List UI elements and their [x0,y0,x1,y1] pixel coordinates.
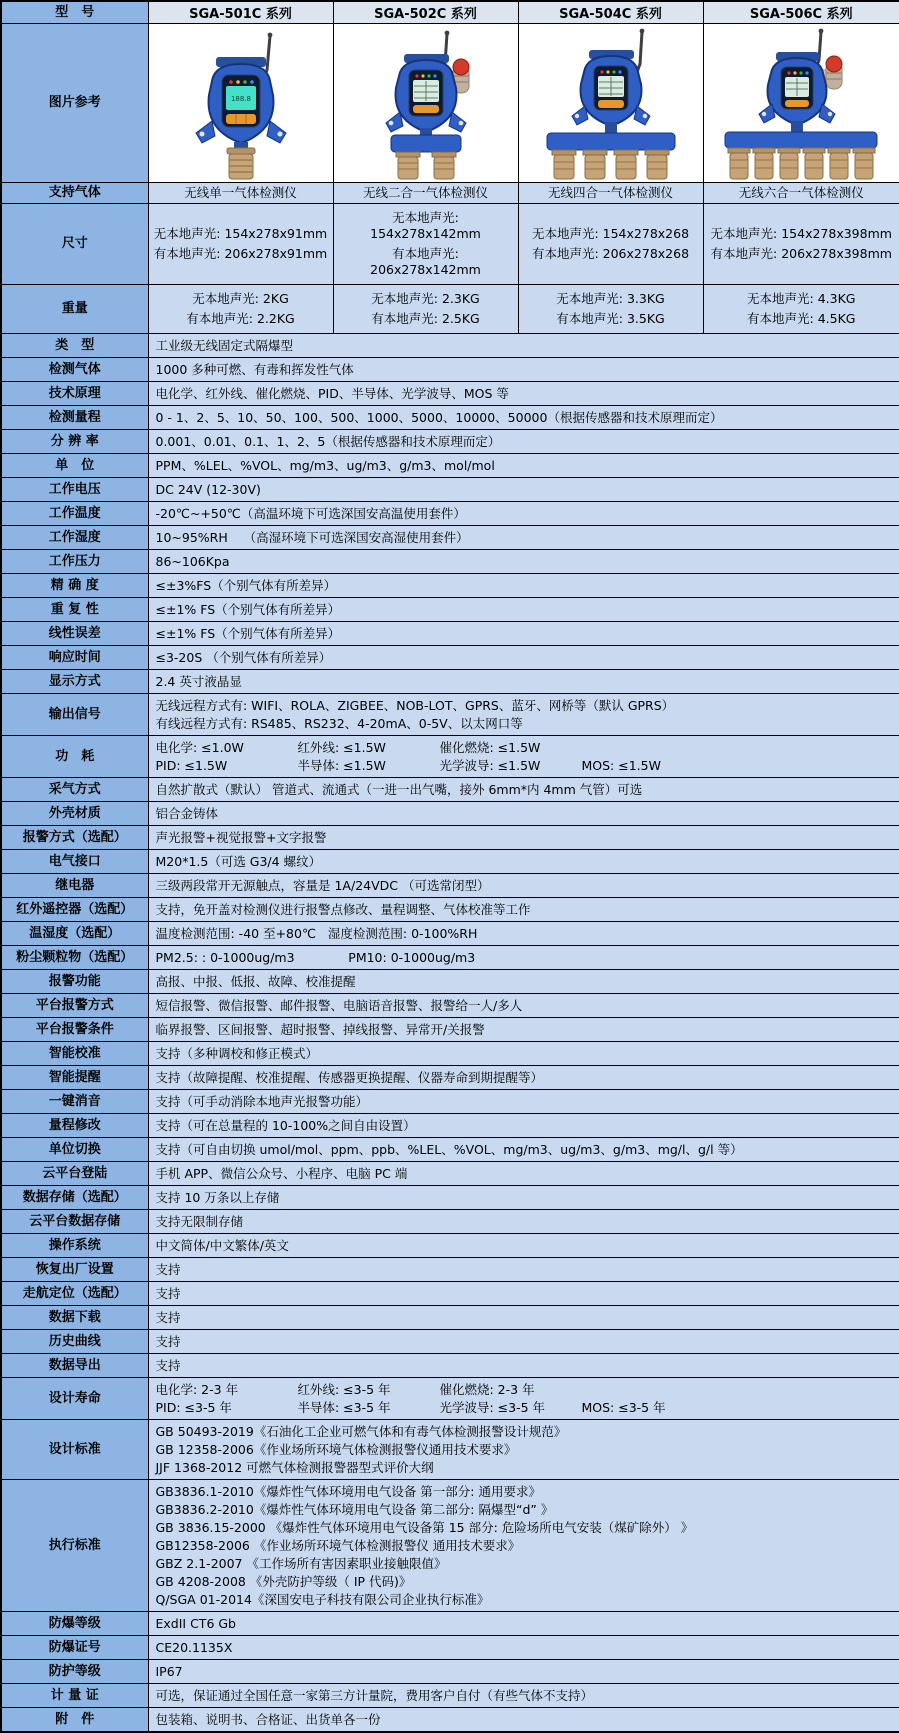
spec-row [1,1258,899,1282]
spec-row-label: 线性误差 [1,622,148,646]
model-header-cell: SGA-501C 系列 [148,1,333,24]
spec-row [1,1306,899,1330]
spec-row-value: 1000 多种可燃、有毒和挥发性气体 [148,358,899,382]
spec-row-label: 单 位 [1,454,148,478]
spec-row [1,382,899,406]
spec-row-value: 2.4 英寸液晶显 [148,670,899,694]
weight-cell: 无本地声光: 4.3KG 有本地声光: 4.5KG [703,285,899,334]
spec-row-label: 响应时间 [1,646,148,670]
image-cell-sga-501c [148,24,333,183]
spec-row-label: 平台报警方式 [1,994,148,1018]
spec-row-label: 红外遥控器（选配） [1,898,148,922]
spec-row-value: 10~95%RH （高湿环境下可选深国安高湿使用套件） [148,526,899,550]
dual-sensor-detector-image [334,24,519,182]
spec-row-value: 支持 [148,1258,899,1282]
manifold [547,133,675,150]
spec-row-value: M20*1.5（可选 G3/4 螺纹） [148,850,899,874]
spec-row [1,1420,899,1480]
spec-row [1,694,899,736]
manifold [725,132,877,148]
spec-row [1,1708,899,1733]
spec-row-label: 粉尘颗粒物（选配） [1,946,148,970]
spec-row [1,454,899,478]
spec-row-label: 报警方式（选配） [1,826,148,850]
size-cell: 无本地声光: 154x278x91mm 有本地声光: 206x278x91mm [148,204,333,285]
spec-row [1,1330,899,1354]
spec-row-value: 0.001、0.01、0.1、1、2、5（根据传感器和技术原理而定） [148,430,899,454]
spec-row-value: 手机 APP、微信公众号、小程序、电脑 PC 端 [148,1162,899,1186]
spec-row-value: 无线远程方式有: WIFI、ROLA、ZIGBEE、NOB-LOT、GPRS、蓝牙、网桥等（默认 GPRS） 有线远程方式有: RS485、RS232、4-20mA、0-5V、以太网口等 [148,694,899,736]
spec-row-label: 检测量程 [1,406,148,430]
spec-row-label: 显示方式 [1,670,148,694]
spec-row-value: 0 - 1、2、5、10、50、100、500、1000、5000、10000、50000（根据传感器和技术原理而定） [148,406,899,430]
spec-row [1,502,899,526]
spec-row-label: 设计标准 [1,1420,148,1480]
spec-row [1,622,899,646]
spec-row-value: 支持 [148,1306,899,1330]
image-row [1,24,899,183]
spec-row-value: 铝合金铸体 [148,802,899,826]
spec-row [1,1114,899,1138]
spec-row-label: 继电器 [1,874,148,898]
sensor-heads [396,152,456,179]
spec-row-value: 可选，保证通过全国任意一家第三方计量院，费用客户自付（有些气体不支持） [148,1684,899,1708]
spec-row [1,1138,899,1162]
spec-row-label: 输出信号 [1,694,148,736]
spec-row-label: 数据存储（选配） [1,1186,148,1210]
spec-row-value: 支持 [148,1330,899,1354]
spec-row-label: 智能提醒 [1,1066,148,1090]
spec-row-value: PPM、%LEL、%VOL、mg/m3、ug/m3、g/m3、mol/mol [148,454,899,478]
svg-text:188.8: 188.8 [230,95,251,103]
spec-row-value: 短信报警、微信报警、邮件报警、电脑语音报警、报警给一人/多人 [148,994,899,1018]
row-label-weight: 重量 [1,285,148,334]
image-cell-sga-502c [333,24,518,183]
size-cell: 无本地声光: 154x278x268 有本地声光: 206x278x268 [518,204,703,285]
spec-row-label: 工作电压 [1,478,148,502]
weight-cell: 无本地声光: 2.3KG 有本地声光: 2.5KG [333,285,518,334]
spec-row-label: 采气方式 [1,778,148,802]
spec-row-label: 操作系统 [1,1234,148,1258]
weight-cell: 无本地声光: 2KG 有本地声光: 2.2KG [148,285,333,334]
spec-row [1,970,899,994]
spec-row-label: 精 确 度 [1,574,148,598]
spec-row [1,1210,899,1234]
spec-row-label: 温湿度（选配） [1,922,148,946]
weight-cell: 无本地声光: 3.3KG 有本地声光: 3.5KG [518,285,703,334]
spec-row-label: 外壳材质 [1,802,148,826]
spec-row-label: 报警功能 [1,970,148,994]
size-cell: 无本地声光: 154x278x398mm 有本地声光: 206x278x398mm [703,204,899,285]
spec-row-label: 智能校准 [1,1042,148,1066]
spec-row-value: IP67 [148,1660,899,1684]
spec-row-value: 临界报警、区间报警、超时报警、掉线报警、异常开/关报警 [148,1018,899,1042]
spec-row-value: ≤±3%FS（个别气体有所差异） [148,574,899,598]
spec-rows-body [1,334,899,1733]
spec-row-value: 支持（可自由切换 umol/mol、ppm、ppb、%LEL、%VOL、mg/m3、ug/m3、g/m3、mg/l、g/l 等） [148,1138,899,1162]
spec-row-label: 防爆等级 [1,1612,148,1636]
spec-row-label: 走航定位（选配） [1,1282,148,1306]
size-cell: 无本地声光: 154x278x142mm 有本地声光: 206x278x142mm [333,204,518,285]
spec-row-value: 支持 10 万条以上存储 [148,1186,899,1210]
spec-row [1,736,899,778]
spec-row-value: -20℃~+50℃（高温环境下可选深国安高温使用套件） [148,502,899,526]
spec-row [1,550,899,574]
weight-row [1,285,899,334]
support-gas-cell: 无线四合一气体检测仪 [518,183,703,204]
size-row [1,204,899,285]
spec-row [1,778,899,802]
spec-row-value: 86~106Kpa [148,550,899,574]
row-label-size: 尺寸 [1,204,148,285]
spec-row-value: ≤3-20S （个别气体有所差异） [148,646,899,670]
spec-row-label: 计 量 证 [1,1684,148,1708]
spec-row [1,802,899,826]
spec-row-label: 功 耗 [1,736,148,778]
spec-row [1,898,899,922]
spec-row-value: GB3836.1-2010《爆炸性气体环境用电气设备 第一部分: 通用要求》 GB3836.2-2010《爆炸性气体环境用电气设备 第二部分: 隔爆型“d” 》 GB 3836.15-2000 《爆炸性气体环境用电气设备第 15 部分: 危险场所电气安装（煤矿除外） 》 GB12358-2006 《作业场所环境气体检测报警仪 通用技术要求》 GBZ 2.1-2007 《工作场所有害因素职业接触限值》 GB 4208-2008 《外壳防护等级（ IP 代码)》 Q/SGA 01-2014《深国安电子科技有限公司企业执行标准》 [148,1480,899,1612]
spec-row [1,406,899,430]
spec-row-value: 支持无限制存储 [148,1210,899,1234]
spec-row-value: 支持（故障提醒、校准提醒、传感器更换提醒、仪器寿命到期提醒等） [148,1066,899,1090]
row-label-support: 支持气体 [1,183,148,204]
spec-row-value: 支持，免开盖对检测仪进行报警点修改、量程调整、气体校准等工作 [148,898,899,922]
quad-sensor-detector-image [519,24,704,182]
spec-row-value: 支持（多种调校和修正模式） [148,1042,899,1066]
six-sensor-detector-image [709,24,894,182]
spec-row-value: 温度检测范围: -40 至+80℃ 湿度检测范围: 0-100%RH [148,922,899,946]
spec-row [1,1612,899,1636]
spec-row-value: 电化学: ≤1.0W 红外线: ≤1.5W 催化燃烧: ≤1.5W PID: ≤1.5W 半导体: ≤1.5W 光学波导: ≤1.5W MOS: ≤1.5W [148,736,899,778]
spec-row-label: 附 件 [1,1708,148,1733]
spec-row-value: 高报、中报、低报、故障、校准提醒 [148,970,899,994]
spec-row-label: 工作温度 [1,502,148,526]
spec-row-label: 一键消音 [1,1090,148,1114]
spec-row-label: 恢复出厂设置 [1,1258,148,1282]
spec-row [1,1636,899,1660]
spec-row-label: 设计寿命 [1,1378,148,1420]
spec-row [1,1480,899,1612]
spec-row-value: 声光报警+视觉报警+文字报警 [148,826,899,850]
spec-row [1,358,899,382]
row-label-model: 型 号 [1,1,148,24]
spec-row-label: 数据下载 [1,1306,148,1330]
spec-row-label: 类 型 [1,334,148,358]
spec-row-label: 工作压力 [1,550,148,574]
spec-row [1,1378,899,1420]
spec-row [1,1066,899,1090]
image-cell-sga-506c [703,24,899,183]
spec-row [1,874,899,898]
support-gas-cell: 无线二合一气体检测仪 [333,183,518,204]
spec-row [1,1018,899,1042]
row-label-image: 图片参考 [1,24,148,183]
spec-row-value: 工业级无线固定式隔爆型 [148,334,899,358]
spec-row-value: PM2.5: : 0-1000ug/m3 PM10: 0-1000ug/m3 [148,946,899,970]
spec-row-label: 执行标准 [1,1480,148,1612]
spec-row-label: 检测气体 [1,358,148,382]
image-cell-sga-504c [518,24,703,183]
spec-row-label: 量程修改 [1,1114,148,1138]
spec-row-label: 云平台数据存储 [1,1210,148,1234]
spec-row [1,478,899,502]
single-sensor-detector-image [149,24,334,182]
spec-row [1,1162,899,1186]
sensor-heads [728,148,875,179]
model-header-row [1,1,899,24]
model-header-cell: SGA-506C 系列 [703,1,899,24]
spec-row-label: 云平台登陆 [1,1162,148,1186]
spec-row [1,922,899,946]
spec-row-label: 防护等级 [1,1660,148,1684]
spec-row [1,1186,899,1210]
support-gas-cell: 无线单一气体检测仪 [148,183,333,204]
spec-row-value: 电化学、红外线、催化燃烧、PID、半导体、光学波导、MOS 等 [148,382,899,406]
spec-row [1,1042,899,1066]
support-gas-row [1,183,899,204]
spec-row-label: 重 复 性 [1,598,148,622]
spec-row-value: ≤±1% FS（个别气体有所差异） [148,622,899,646]
spec-row-label: 防爆证号 [1,1636,148,1660]
spec-row [1,1660,899,1684]
spec-row-value: GB 50493-2019《石油化工企业可燃气体和有毒气体检测报警设计规范》 GB 12358-2006《作业场所环境气体检测报警仪通用技术要求》 JJF 1368-2012 可燃气体检测报警器型式评价大纲 [148,1420,899,1480]
spec-row [1,850,899,874]
spec-row [1,334,899,358]
spec-row [1,826,899,850]
spec-row [1,1684,899,1708]
model-header-cell: SGA-502C 系列 [333,1,518,24]
manifold [391,135,461,152]
spec-row [1,946,899,970]
spec-row-label: 历史曲线 [1,1330,148,1354]
spec-row-label: 技术原理 [1,382,148,406]
spec-row [1,1090,899,1114]
spec-row [1,994,899,1018]
spec-row-label: 工作湿度 [1,526,148,550]
spec-row [1,526,899,550]
spec-row-value: 三级两段常开无源触点，容量是 1A/24VDC （可选常闭型） [148,874,899,898]
spec-row-value: 支持（可在总量程的 10-100%之间自由设置） [148,1114,899,1138]
spec-row [1,1234,899,1258]
spec-row-value: 电化学: 2-3 年 红外线: ≤3-5 年 催化燃烧: 2-3 年 PID: ≤3-5 年 半导体: ≤3-5 年 光学波导: ≤3-5 年 MOS: ≤3-5 年 [148,1378,899,1420]
spec-row [1,430,899,454]
spec-row-label: 数据导出 [1,1354,148,1378]
spec-row-value: DC 24V (12-30V) [148,478,899,502]
sensor-heads [552,150,669,179]
spec-row [1,1354,899,1378]
spec-row [1,670,899,694]
spec-row-label: 电气接口 [1,850,148,874]
spec-row-value: 支持 [148,1354,899,1378]
spec-row [1,598,899,622]
spec-row-value: 中文简体/中文繁体/英文 [148,1234,899,1258]
spec-row-label: 单位切换 [1,1138,148,1162]
spec-row [1,1282,899,1306]
spec-row-label: 分 辨 率 [1,430,148,454]
spec-row-value: 支持（可手动消除本地声光报警功能） [148,1090,899,1114]
spec-row [1,646,899,670]
spec-row-value: 包装箱、说明书、合格证、出货单各一份 [148,1708,899,1733]
spec-row-value: ≤±1% FS（个别气体有所差异） [148,598,899,622]
support-gas-cell: 无线六合一气体检测仪 [703,183,899,204]
model-header-cell: SGA-504C 系列 [518,1,703,24]
spec-row-value: ExdII CT6 Gb [148,1612,899,1636]
spec-row [1,574,899,598]
spec-row-value: 支持 [148,1282,899,1306]
spec-row-label: 平台报警条件 [1,1018,148,1042]
spec-row-value: 自然扩散式（默认） 管道式、流通式（一进一出气嘴，接外 6mm*内 4mm 气管）可选 [148,778,899,802]
spec-row-value: CE20.1135X [148,1636,899,1660]
